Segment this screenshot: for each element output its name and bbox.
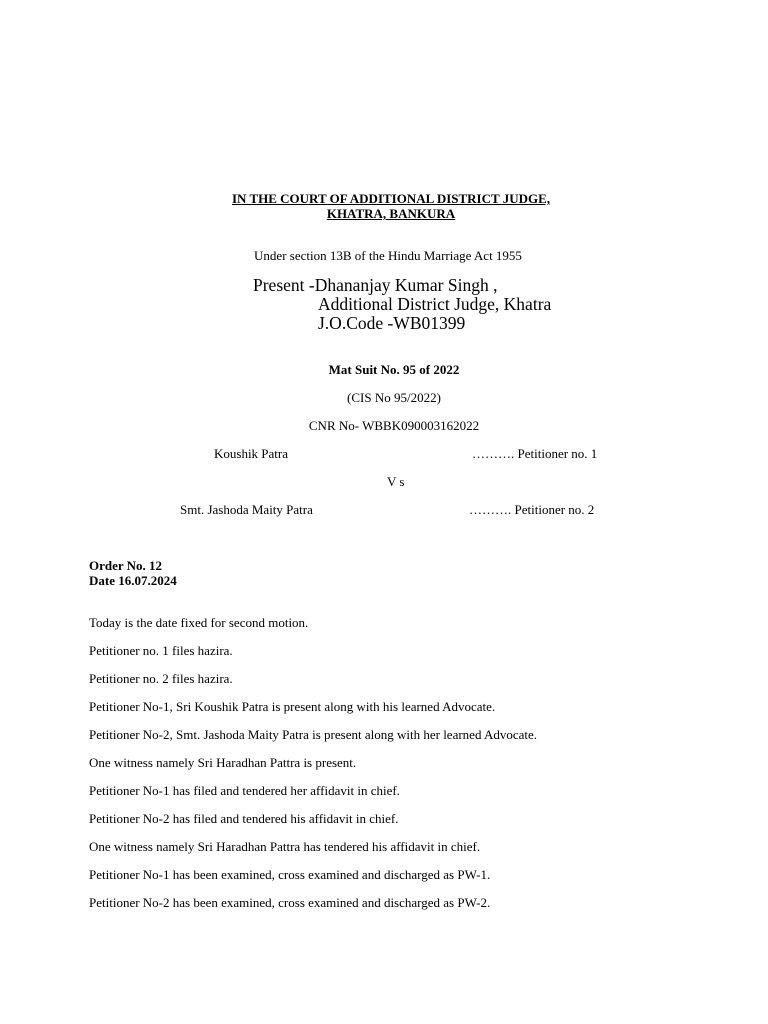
order-paragraph: Today is the date fixed for second motion. <box>89 615 309 630</box>
cnr-number: CNR No- WBBK090003162022 <box>308 418 480 433</box>
order-paragraph: Petitioner No-2 has filed and tendered his affidavit in chief. <box>89 811 399 826</box>
petitioner-2-name: Smt. Jashoda Maity Patra <box>180 502 313 517</box>
order-paragraph: One witness namely Sri Haradhan Pattra is present. <box>89 755 357 770</box>
order-paragraph: Petitioner No-2, Smt. Jashoda Maity Patra is present along with her learned Advocate. <box>89 727 538 742</box>
order-paragraph: Petitioner No-2 has been examined, cross examined and discharged as PW-2. <box>89 895 491 910</box>
judge-code: J.O.Code -WB01399 <box>318 313 466 333</box>
order-date: Date 16.07.2024 <box>89 573 177 588</box>
court-title-line-2: KHATRA, BANKURA <box>326 206 456 221</box>
court-title-line-1: IN THE COURT OF ADDITIONAL DISTRICT JUDGE, <box>232 191 550 206</box>
suit-number: Mat Suit No. 95 of 2022 <box>328 362 460 377</box>
order-paragraph: Petitioner no. 1 files hazira. <box>89 643 233 658</box>
present-judge: Present -Dhananjay Kumar Singh , <box>253 275 498 295</box>
petitioner-2-role: ………. Petitioner no. 2 <box>469 502 595 517</box>
judge-designation: Additional District Judge, Khatra <box>318 294 552 314</box>
order-paragraph: One witness namely Sri Haradhan Pattra has tendered his affidavit in chief. <box>89 839 481 854</box>
order-paragraph: Petitioner no. 2 files hazira. <box>89 671 233 686</box>
petitioner-1-name: Koushik Patra <box>214 446 289 461</box>
order-paragraph: Petitioner No-1 has been examined, cross examined and discharged as PW-1. <box>89 867 491 882</box>
order-paragraph: Petitioner No-1 has filed and tendered her affidavit in chief. <box>89 783 400 798</box>
petitioner-1-role: ………. Petitioner no. 1 <box>472 446 598 461</box>
order-paragraph: Petitioner No-1, Sri Koushik Patra is present along with his learned Advocate. <box>89 699 496 714</box>
versus-label: V s <box>387 474 405 489</box>
cis-number: (CIS No 95/2022) <box>347 390 441 405</box>
act-reference: Under section 13B of the Hindu Marriage Act 1955 <box>254 248 522 263</box>
order-number: Order No. 12 <box>89 558 163 573</box>
